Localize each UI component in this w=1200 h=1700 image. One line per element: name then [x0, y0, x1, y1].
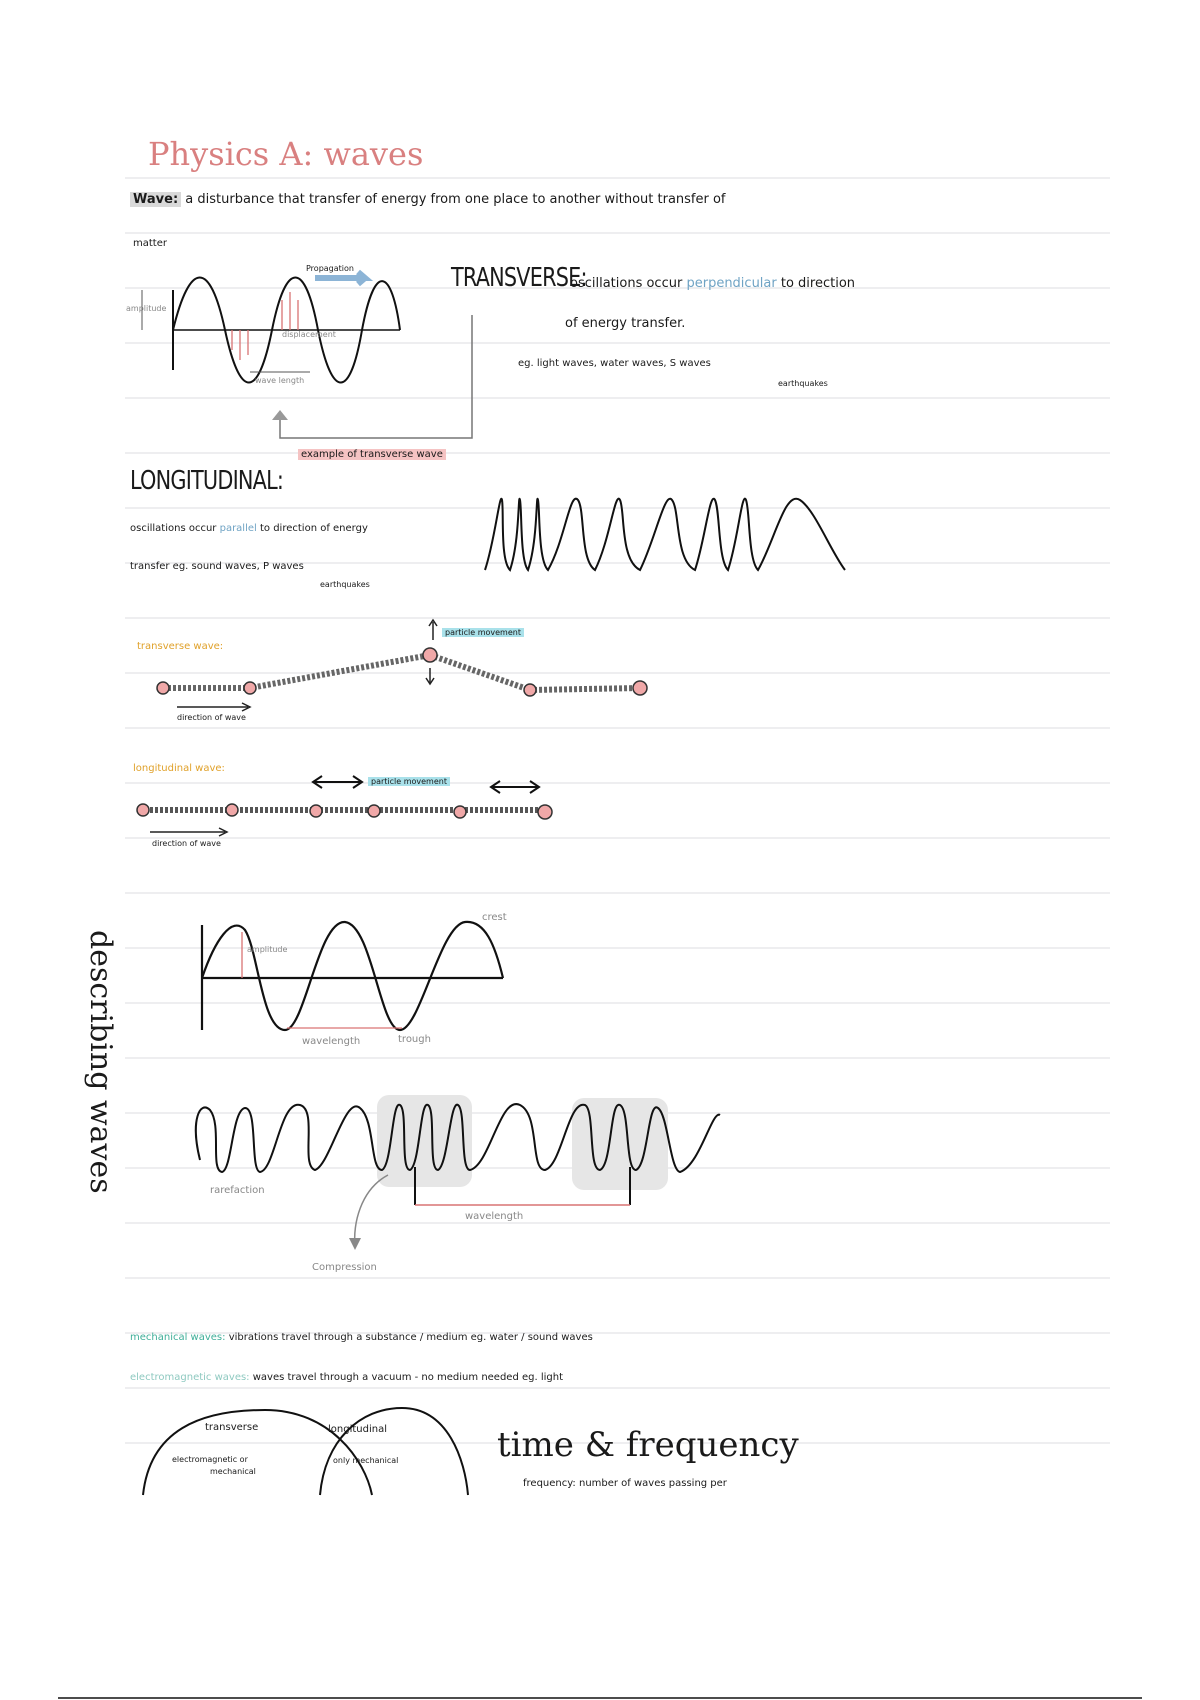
venn-left-title: transverse: [205, 1422, 259, 1433]
displacement-arrows: [232, 292, 298, 360]
wavelength-small-label: wave length: [255, 376, 305, 385]
transverse-caption: [298, 449, 446, 460]
wavelength-label: wavelength: [302, 1036, 361, 1047]
venn-left-text2: mechanical: [210, 1467, 256, 1476]
electromagnetic-waves-label: electromagnetic waves:: [130, 1372, 250, 1383]
propagation-label: Propagation: [306, 264, 354, 273]
displacement-label: displacement: [282, 330, 336, 339]
direction-label-2: direction of wave: [152, 839, 221, 848]
venn-right-text: only mechanical: [333, 1456, 399, 1465]
longitudinal-spring-drawing: [485, 499, 845, 570]
amplitude-label: amplitude: [247, 945, 288, 954]
particle-movement-label-2: [368, 777, 450, 786]
direction-label-1: direction of wave: [177, 713, 246, 722]
transverse-line1: [570, 276, 855, 291]
longitudinal-earthquakes: earthquakes: [320, 580, 370, 589]
venn-left-text1: electromagnetic or: [172, 1455, 248, 1464]
transverse-caption-text: example of transverse wave: [298, 449, 446, 460]
transverse-earthquakes: earthquakes: [778, 379, 828, 388]
electromagnetic-waves-line: [130, 1372, 563, 1383]
trough-label: trough: [398, 1034, 431, 1045]
longitudinal-particles: [137, 804, 552, 819]
transverse-line2: of energy transfer.: [565, 316, 686, 331]
longitudinal-wave-label: longitudinal wave:: [133, 763, 225, 774]
venn-right-title: longitudinal: [328, 1424, 387, 1435]
particle-movement-text-2: particle movement: [368, 777, 450, 786]
wave-definition-text: a disturbance that transfer of energy from one place to another without transfer of: [185, 192, 726, 207]
compression-pointer: [355, 1175, 388, 1245]
transverse-perpendicular: perpendicular: [686, 276, 777, 291]
longitudinal-parallel: parallel: [219, 523, 257, 534]
rarefaction-label: rarefaction: [210, 1185, 265, 1196]
particle-movement-label-1: [442, 628, 524, 637]
longitudinal-line1-post: to direction of energy: [259, 523, 368, 534]
crest-label: crest: [482, 912, 507, 923]
wave-term: Wave:: [130, 192, 181, 207]
mechanical-waves-text: vibrations travel through a substance / medium eg. water / sound waves: [228, 1332, 593, 1343]
longitudinal-line2: transfer eg. sound waves, P waves: [130, 561, 304, 572]
mechanical-waves-label: mechanical waves:: [130, 1332, 226, 1343]
describing-waves-vertical: describing waves: [83, 930, 118, 1194]
transverse-wave-label: transverse wave:: [137, 641, 224, 652]
wave-definition-line2: matter: [133, 238, 167, 249]
compression-label: Compression: [312, 1262, 377, 1273]
page-title: Physics A: waves: [148, 135, 424, 173]
electromagnetic-waves-text: waves travel through a vacuum - no medium needed eg. light: [252, 1372, 564, 1383]
mechanical-waves-line: [130, 1332, 593, 1343]
transverse-examples: eg. light waves, water waves, S waves: [518, 358, 711, 369]
compression-arrowhead: [349, 1238, 361, 1250]
direction-arrow-1: [177, 703, 250, 711]
transverse-line1-post: to direction: [780, 276, 856, 291]
caption-arrowhead: [272, 410, 288, 420]
amplitude-small-label: amplitude: [126, 304, 167, 313]
transverse-line1-pre: oscillations occur: [570, 276, 683, 291]
direction-arrow-2: [150, 828, 227, 836]
propagation-arrow: [315, 272, 365, 284]
wavelength-label-2: wavelength: [465, 1211, 524, 1222]
longitudinal-heading: LONGITUDINAL:: [130, 466, 284, 496]
venn-diagram: [143, 1408, 468, 1495]
describing-wave-diagram: [202, 922, 503, 1030]
longitudinal-line1: [130, 523, 368, 534]
frequency-line: frequency: number of waves passing per: [523, 1478, 727, 1489]
longitudinal-line1-pre: oscillations occur: [130, 523, 217, 534]
transverse-heading: TRANSVERSE:: [451, 263, 587, 293]
wave-definition-line1: [130, 192, 726, 207]
time-frequency-heading: time & frequency: [497, 1425, 799, 1465]
particle-movement-text-1: particle movement: [442, 628, 524, 637]
